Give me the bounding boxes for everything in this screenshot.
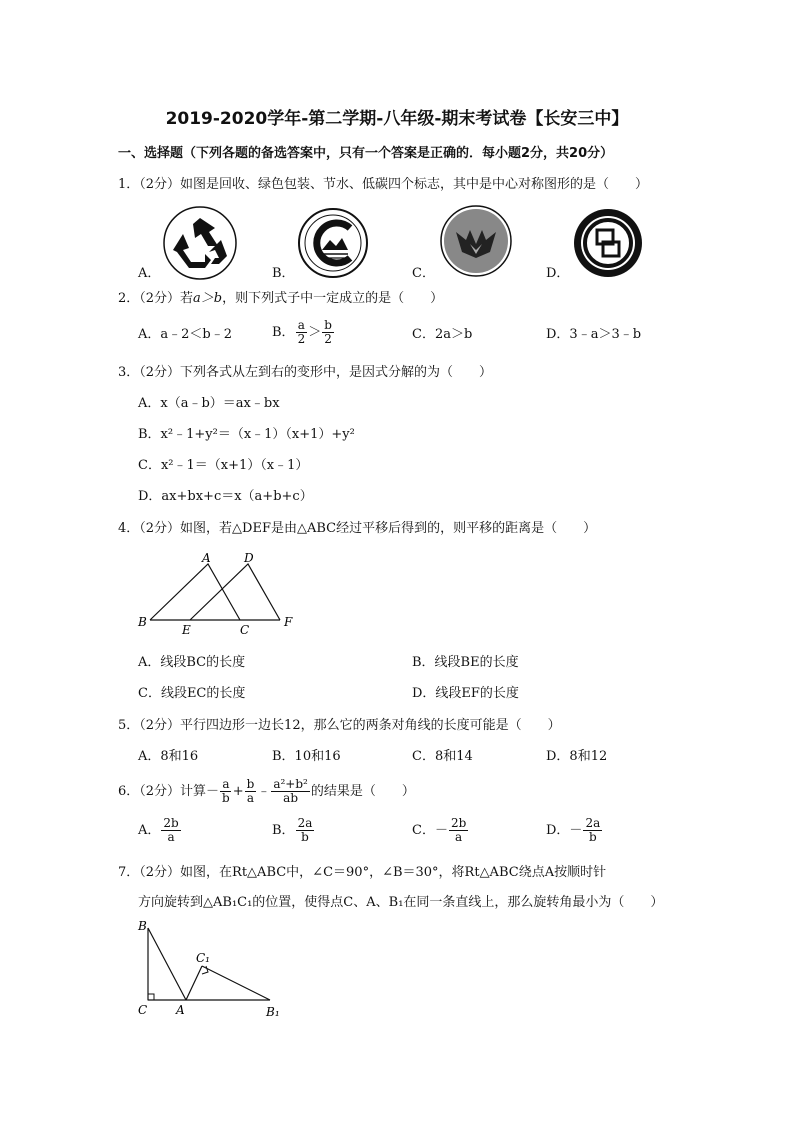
question-2-stem: 2．（2分）若a＞b，则下列式子中一定成立的是（ ） <box>118 291 444 306</box>
question-6-stem: 6．（2分）计算－ $\frac{a}{b}$ + $\frac{b}{a}$ ﹣ $\frac{\text{a²+b²}}{ab}$ 的结果是（ ） <box>118 777 415 805</box>
point-label-b: B <box>138 919 147 933</box>
question-3-stem: 3．（2分）下列各式从左到右的变形中，是因式分解的为（ ） <box>118 365 493 380</box>
question-4-stem: 4．（2分）如图，若△DEF是由△ABC经过平移后得到的，则平移的距离是（ ） <box>118 521 597 536</box>
question-3-option-d: D．ax+bx+c＝x（a+b+c） <box>138 489 313 504</box>
question-3-option-a: A．x（a﹣b）＝ax﹣bx <box>138 396 280 411</box>
question-5-option-d: D．8和12 <box>546 749 608 764</box>
point-label-e: E <box>182 623 191 637</box>
point-label-c: C <box>138 1003 148 1017</box>
point-label-a: A <box>176 1003 185 1017</box>
question-3-option-b: B．x²﹣1+y²＝（x﹣1）（x+1）+y² <box>138 427 355 442</box>
translation-triangles-figure <box>136 550 306 642</box>
question-6-option-b: B． $\frac{2a}{b}$ <box>272 816 313 844</box>
question-3-option-c: C．x²﹣1＝（x+1）（x﹣1） <box>138 458 309 473</box>
recycle-logo-image <box>163 206 237 280</box>
low-carbon-logo-image <box>573 208 643 278</box>
question-5-stem: 5．（2分）平行四边形一边长12，那么它的两条对角线的长度可能是（ ） <box>118 718 561 733</box>
rotation-triangles-figure <box>134 918 294 1026</box>
question-1-stem: 1．（2分）如图是回收、绿色包装、节水、低碳四个标志，其中是中心对称图形的是（ ） <box>118 177 649 192</box>
question-4-option-c: C．线段EC的长度 <box>138 686 246 701</box>
question-6-option-d: D．－ $\frac{2a}{b}$ <box>546 816 601 844</box>
point-label-c: C <box>240 623 250 637</box>
question-5-option-c: C．8和14 <box>412 749 473 764</box>
question-1-option-d: D． <box>546 266 570 281</box>
point-label-d: D <box>244 551 254 565</box>
section-heading: 一、选择题（下列各题的备选答案中，只有一个答案是正确的．每小题2分，共20分） <box>118 146 614 161</box>
question-7-stem-line-1: 7．（2分）如图，在Rt△ABC中，∠C＝90°，∠B＝30°，将Rt△ABC绕点A按顺时针 <box>118 865 607 880</box>
green-package-logo-image <box>298 206 368 280</box>
question-2-option-c: C．2a＞b <box>412 327 473 342</box>
point-label-c1: C₁ <box>196 951 210 965</box>
question-4-option-d: D．线段EF的长度 <box>412 686 519 701</box>
point-label-a: A <box>202 551 211 565</box>
question-6-option-a: A． $\frac{2b}{a}$ <box>138 816 179 844</box>
question-6-option-c: C．－ $\frac{2b}{a}$ <box>412 816 467 844</box>
question-5-option-b: B．10和16 <box>272 749 341 764</box>
question-2-option-a: A．a﹣2＜b﹣2 <box>138 327 233 342</box>
question-2-option-b: B． $\frac{a}{2}$ ＞ $\frac{b}{2}$ <box>272 318 332 346</box>
point-label-b1: B₁ <box>266 1005 280 1019</box>
question-4-option-a: A．线段BC的长度 <box>138 655 246 670</box>
point-label-f: F <box>284 615 293 629</box>
question-7-stem-line-2: 方向旋转到△AB₁C₁的位置，使得点C、A、B₁在同一条直线上，那么旋转角最小为（ ） <box>138 895 664 910</box>
point-label-b: B <box>138 615 147 629</box>
water-saving-logo-image <box>440 204 512 278</box>
question-1-option-b: B． <box>272 266 295 281</box>
question-5-option-a: A．8和16 <box>138 749 199 764</box>
question-1-option-c: C． <box>412 266 435 281</box>
question-1-option-a: A． <box>138 266 161 281</box>
question-2-option-d: D．3﹣a＞3﹣b <box>546 327 642 342</box>
question-4-option-b: B．线段BE的长度 <box>412 655 519 670</box>
page-title: 2019-2020学年-第二学期-八年级-期末考试卷【长安三中】 <box>165 109 629 129</box>
